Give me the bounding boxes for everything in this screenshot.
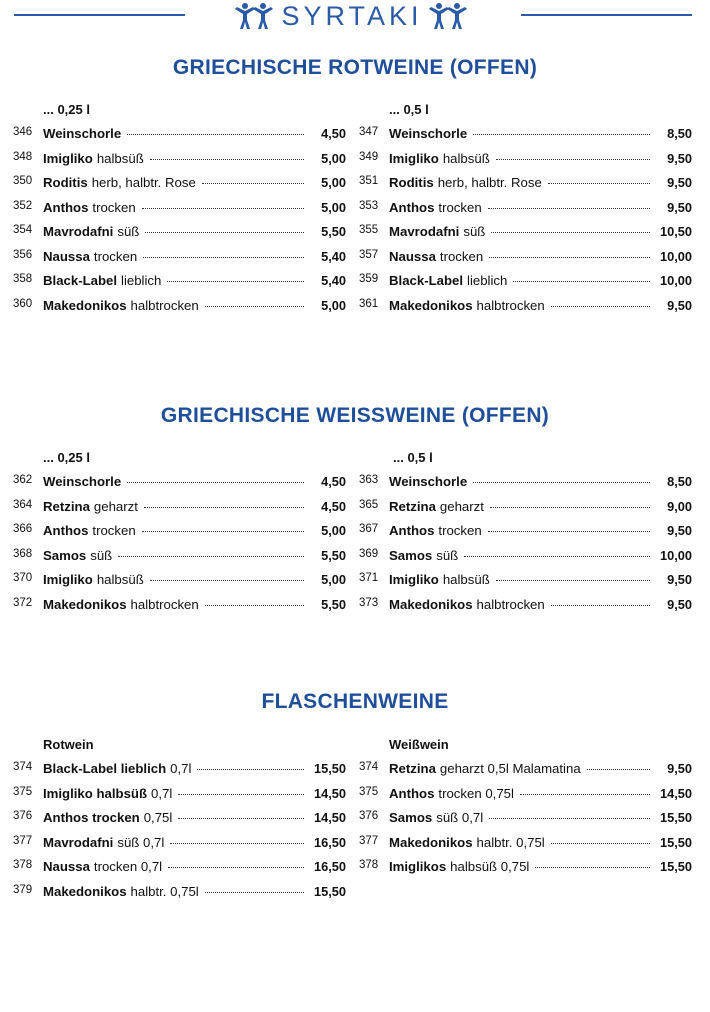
dot-leader xyxy=(150,159,304,160)
item-price: 9,50 xyxy=(667,150,692,166)
item-price: 9,50 xyxy=(667,596,692,612)
item-number: 371 xyxy=(359,572,379,584)
item-price: 15,50 xyxy=(659,834,692,850)
dot-leader xyxy=(551,843,650,844)
dot-leader xyxy=(202,183,304,184)
item-name: Black-Label xyxy=(389,273,464,288)
item-price: 5,40 xyxy=(321,273,346,288)
dot-leader xyxy=(170,843,304,844)
item-price: 9,50 xyxy=(667,572,692,587)
dot-leader xyxy=(489,257,650,258)
menu-item xyxy=(13,175,346,193)
item-name: Imigliko xyxy=(389,572,439,587)
dot-leader xyxy=(167,281,304,282)
item-number: 378 xyxy=(359,859,379,871)
item-number: 358 xyxy=(13,273,33,285)
menu-item xyxy=(359,499,692,517)
logo xyxy=(222,0,482,32)
item-description: halbtrocken xyxy=(476,596,545,612)
menu-item xyxy=(13,597,346,615)
item-name: Weinschorle xyxy=(43,474,122,489)
item-description: halbtr. 0,75l xyxy=(476,834,545,850)
dot-leader xyxy=(118,556,304,557)
item-price: 5,00 xyxy=(321,297,346,313)
item-number: 376 xyxy=(359,810,379,822)
item-number: 355 xyxy=(359,224,379,236)
menu-item xyxy=(359,200,692,218)
header xyxy=(0,0,710,32)
item-description: trocken 0,75l xyxy=(438,785,514,801)
item-description: halbtr. 0,75l xyxy=(130,883,199,899)
menu-item xyxy=(13,884,346,902)
menu-item xyxy=(13,200,346,218)
dot-leader xyxy=(535,867,650,868)
item-description: lieblich xyxy=(121,273,162,288)
dot-leader xyxy=(488,531,650,532)
item-name: Roditis xyxy=(389,175,434,190)
item-number: 377 xyxy=(359,834,379,847)
col-head-025: ... 0,25 l xyxy=(43,102,90,117)
menu-item xyxy=(359,597,692,615)
item-description: süß xyxy=(117,224,140,239)
item-price: 14,50 xyxy=(313,810,346,825)
item-name: Mavrodafni xyxy=(43,224,114,239)
dot-leader xyxy=(490,507,650,508)
item-price: 5,00 xyxy=(321,523,346,538)
menu-item xyxy=(13,761,346,779)
item-price: 8,50 xyxy=(667,474,692,489)
item-price: 9,50 xyxy=(667,523,692,538)
item-number: 356 xyxy=(13,248,33,261)
item-description: halbtrocken xyxy=(130,297,199,313)
menu-item xyxy=(13,126,346,144)
item-description: herb, halbtr. Rose xyxy=(91,175,196,190)
item-number: 346 xyxy=(13,126,33,138)
item-price: 15,50 xyxy=(313,761,346,776)
menu-item xyxy=(13,859,346,877)
item-name: Retzina xyxy=(43,498,90,514)
item-name: Makedonikos xyxy=(43,596,127,612)
item-name: Weinschorle xyxy=(43,126,122,141)
item-price: 5,50 xyxy=(321,547,346,563)
item-price: 4,50 xyxy=(321,474,346,489)
item-description: süß 0,7l xyxy=(117,834,165,850)
item-number: 372 xyxy=(13,596,33,609)
item-description: lieblich xyxy=(467,273,508,288)
item-name: Black-Label lieblich xyxy=(43,761,167,776)
item-number: 375 xyxy=(359,785,379,798)
col-head-025: ... 0,25 l xyxy=(43,450,90,465)
item-number: 364 xyxy=(13,498,33,511)
item-name: Makedonikos xyxy=(389,596,473,612)
item-name: Mavrodafni xyxy=(43,834,114,850)
item-description: trocken xyxy=(93,248,138,264)
item-name: Anthos xyxy=(389,523,435,538)
item-description: halbsüß xyxy=(442,150,490,166)
dot-leader xyxy=(513,281,650,282)
item-description: halbsüß 0,75l xyxy=(450,859,530,874)
menu-item xyxy=(13,572,346,590)
menu-item xyxy=(13,249,346,267)
item-name: Imigliko xyxy=(43,572,93,587)
menu-item xyxy=(13,151,346,169)
menu-item xyxy=(13,273,346,291)
menu-item xyxy=(13,548,346,566)
item-name: Mavrodafni xyxy=(389,224,460,239)
menu-item xyxy=(359,523,692,541)
dot-leader xyxy=(551,306,650,307)
item-name: Imigliko xyxy=(389,150,439,166)
item-name: Retzina xyxy=(389,498,436,514)
dot-leader xyxy=(205,892,304,893)
item-description: halbtrocken xyxy=(130,596,199,612)
item-description: trocken xyxy=(439,248,484,264)
item-number: 375 xyxy=(13,785,33,798)
col-head-weisswein: Weißwein xyxy=(389,737,449,752)
item-description: geharzt 0,5l Malamatina xyxy=(439,761,581,776)
item-number: 377 xyxy=(13,834,33,847)
menu-item xyxy=(13,224,346,242)
item-name: Anthos xyxy=(389,785,435,801)
menu-item xyxy=(13,499,346,517)
menu-item xyxy=(13,474,346,492)
item-name: Samos xyxy=(389,547,433,563)
item-number: 367 xyxy=(359,523,379,535)
item-price: 14,50 xyxy=(659,785,692,801)
item-number: 366 xyxy=(13,523,33,535)
item-price: 8,50 xyxy=(667,126,692,141)
item-price: 16,50 xyxy=(313,859,346,874)
header-rule-left xyxy=(14,14,185,16)
item-number: 374 xyxy=(13,761,33,773)
menu-item xyxy=(13,523,346,541)
menu-item xyxy=(13,835,346,853)
item-name: Anthos xyxy=(43,523,89,538)
dot-leader xyxy=(587,769,650,770)
dot-leader xyxy=(491,232,650,233)
item-price: 15,50 xyxy=(659,810,692,825)
item-price: 9,50 xyxy=(667,761,692,776)
menu-item xyxy=(359,126,692,144)
dot-leader xyxy=(551,605,650,606)
item-price: 10,00 xyxy=(659,273,692,288)
menu-item xyxy=(359,859,692,877)
item-price: 5,40 xyxy=(321,248,346,264)
header-rule-right xyxy=(521,14,692,16)
item-price: 10,00 xyxy=(659,547,692,563)
dot-leader xyxy=(473,482,650,483)
menu-item xyxy=(359,224,692,242)
brand-name: SYRTAKI xyxy=(281,1,423,31)
dot-leader xyxy=(168,867,304,868)
menu-item xyxy=(359,249,692,267)
item-name: Naussa xyxy=(389,248,436,264)
item-name: Makedonikos xyxy=(43,883,127,899)
item-description: halbsüß xyxy=(442,572,490,587)
item-description: 0,7l xyxy=(151,785,173,801)
item-name: Roditis xyxy=(43,175,88,190)
item-description: trocken 0,7l xyxy=(93,859,163,874)
item-number: 379 xyxy=(13,883,33,896)
menu-item xyxy=(359,786,692,804)
menu-item xyxy=(359,298,692,316)
item-name: Samos xyxy=(43,547,87,563)
menu-item xyxy=(359,273,692,291)
item-price: 5,50 xyxy=(321,224,346,239)
col-head-05: ... 0,5 l xyxy=(393,450,433,465)
item-name: Anthos xyxy=(389,199,435,215)
menu-item xyxy=(359,572,692,590)
menu-item xyxy=(359,474,692,492)
dot-leader xyxy=(127,482,304,483)
item-description: 0,7l xyxy=(170,761,192,776)
dot-leader xyxy=(197,769,304,770)
item-name: Imigliko xyxy=(43,150,93,166)
item-number: 373 xyxy=(359,596,379,609)
item-description: geharzt xyxy=(93,498,138,514)
item-name: Anthos xyxy=(43,199,89,215)
item-number: 368 xyxy=(13,547,33,560)
col-head-rotwein: Rotwein xyxy=(43,737,94,752)
col-head-05: ... 0,5 l xyxy=(389,102,429,117)
menu-item xyxy=(359,761,692,779)
item-price: 9,50 xyxy=(667,175,692,190)
item-name: Imiglikos xyxy=(389,859,447,874)
item-number: 362 xyxy=(13,474,33,486)
item-price: 9,00 xyxy=(667,498,692,514)
item-number: 347 xyxy=(359,126,379,138)
item-name: Imigliko halbsüß xyxy=(43,785,148,801)
item-number: 374 xyxy=(359,761,379,773)
item-number: 350 xyxy=(13,175,33,187)
item-number: 378 xyxy=(13,859,33,871)
item-number: 370 xyxy=(13,572,33,584)
item-description: 0,75l xyxy=(143,810,173,825)
item-number: 360 xyxy=(13,297,33,310)
item-number: 353 xyxy=(359,199,379,212)
menu-item xyxy=(13,298,346,316)
item-name: Weinschorle xyxy=(389,126,468,141)
item-number: 349 xyxy=(359,150,379,163)
menu-item xyxy=(359,175,692,193)
item-price: 15,50 xyxy=(313,883,346,899)
item-number: 357 xyxy=(359,248,379,261)
item-name: Makedonikos xyxy=(389,297,473,313)
item-description: süß xyxy=(90,547,113,563)
dot-leader xyxy=(488,208,650,209)
item-price: 5,00 xyxy=(321,199,346,215)
item-name: Naussa xyxy=(43,248,90,264)
dancers-icon xyxy=(235,1,275,31)
dot-leader xyxy=(496,580,650,581)
dot-leader xyxy=(143,257,304,258)
item-name: Naussa xyxy=(43,859,90,874)
dot-leader xyxy=(548,183,650,184)
item-name: Samos xyxy=(389,810,433,825)
section-title-weissweine: GRIECHISCHE WEISSWEINE (OFFEN) xyxy=(160,404,550,427)
dot-leader xyxy=(464,556,650,557)
item-name: Makedonikos xyxy=(389,834,473,850)
item-name: Makedonikos xyxy=(43,297,127,313)
item-number: 354 xyxy=(13,224,33,236)
dot-leader xyxy=(150,580,304,581)
item-description: geharzt xyxy=(439,498,484,514)
item-price: 5,00 xyxy=(321,572,346,587)
item-description: halbsüß xyxy=(96,150,144,166)
item-number: 369 xyxy=(359,547,379,560)
dot-leader xyxy=(142,531,304,532)
menu-item xyxy=(359,810,692,828)
item-number: 359 xyxy=(359,273,379,285)
item-price: 5,50 xyxy=(321,596,346,612)
item-description: trocken xyxy=(92,199,136,215)
item-description: trocken xyxy=(92,523,136,538)
section-title-flaschenweine: FLASCHENWEINE xyxy=(261,690,449,713)
item-price: 9,50 xyxy=(667,199,692,215)
item-description: süß xyxy=(436,547,459,563)
item-price: 14,50 xyxy=(313,785,346,801)
dot-leader xyxy=(145,232,304,233)
dot-leader xyxy=(520,794,650,795)
item-number: 363 xyxy=(359,474,379,486)
item-price: 9,50 xyxy=(667,297,692,313)
dancers-icon xyxy=(429,1,469,31)
item-price: 4,50 xyxy=(321,126,346,141)
item-price: 4,50 xyxy=(321,498,346,514)
item-price: 5,00 xyxy=(321,150,346,166)
item-price: 10,00 xyxy=(659,248,692,264)
item-price: 16,50 xyxy=(313,834,346,850)
item-description: süß xyxy=(463,224,486,239)
item-name: Anthos trocken xyxy=(43,810,140,825)
menu-item xyxy=(13,786,346,804)
item-description: trocken xyxy=(438,199,482,215)
item-name: Retzina xyxy=(389,761,436,776)
dot-leader xyxy=(496,159,650,160)
item-price: 10,50 xyxy=(659,224,692,239)
item-number: 348 xyxy=(13,150,33,163)
dot-leader xyxy=(178,794,304,795)
item-description: trocken xyxy=(438,523,482,538)
item-number: 365 xyxy=(359,498,379,511)
menu-item xyxy=(359,835,692,853)
item-description: halbtrocken xyxy=(476,297,545,313)
dot-leader xyxy=(205,306,304,307)
dot-leader xyxy=(178,818,304,819)
item-description: halbsüß xyxy=(96,572,144,587)
item-price: 5,00 xyxy=(321,175,346,190)
item-name: Weinschorle xyxy=(389,474,468,489)
section-title-rotweine: GRIECHISCHE ROTWEINE (OFFEN) xyxy=(172,56,538,79)
item-name: Black-Label xyxy=(43,273,118,288)
item-number: 376 xyxy=(13,810,33,822)
item-number: 352 xyxy=(13,199,33,212)
item-number: 361 xyxy=(359,297,379,310)
item-description: süß 0,7l xyxy=(436,810,484,825)
dot-leader xyxy=(144,507,304,508)
menu-item xyxy=(359,548,692,566)
dot-leader xyxy=(473,134,650,135)
menu-item xyxy=(13,810,346,828)
menu-item xyxy=(359,151,692,169)
dot-leader xyxy=(205,605,304,606)
dot-leader xyxy=(489,818,650,819)
dot-leader xyxy=(142,208,304,209)
dot-leader xyxy=(127,134,304,135)
item-description: herb, halbtr. Rose xyxy=(437,175,542,190)
item-number: 351 xyxy=(359,175,379,187)
item-price: 15,50 xyxy=(659,859,692,874)
